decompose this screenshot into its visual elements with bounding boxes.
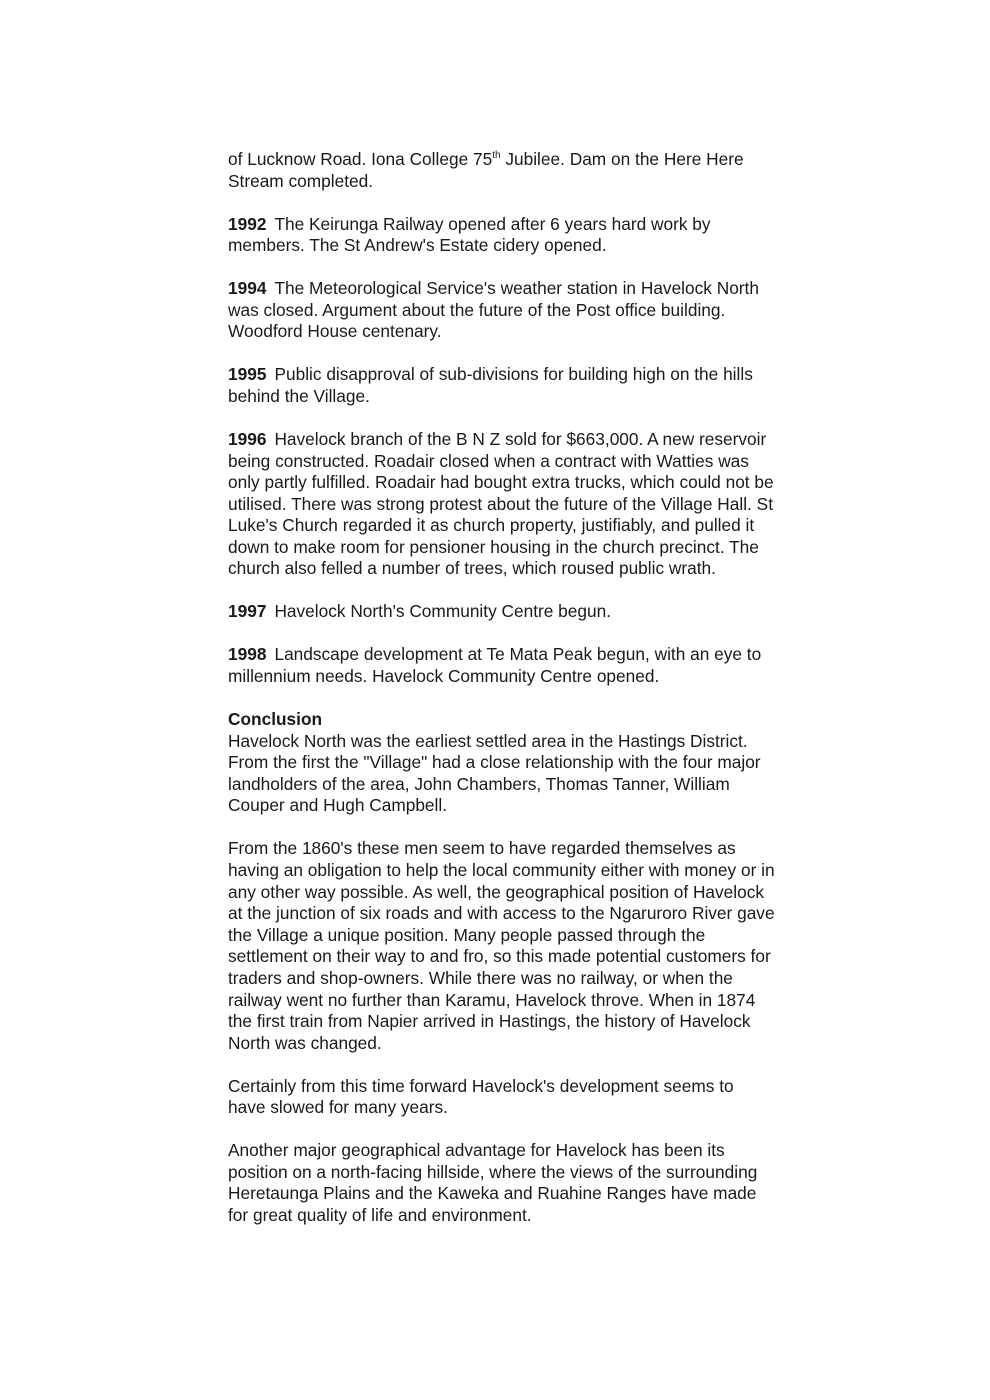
- entry-text: Havelock branch of the B N Z sold for $663,000. A new reservoir: [274, 428, 767, 449]
- entry-1997: [228, 601, 838, 623]
- ordinal-superscript: th: [492, 150, 501, 161]
- paragraph-line: Another major geographical advantage for Havelock has been its: [228, 1140, 725, 1161]
- paragraph-line: From the first the "Village" had a close relationship with the four major: [228, 752, 761, 773]
- entry-text: Public disapproval of sub-divisions for building high on the hills: [274, 364, 753, 385]
- entry-line: [228, 429, 838, 451]
- paragraph-line: Couper and Hugh Campbell.: [228, 795, 448, 816]
- entry-line: [228, 601, 838, 623]
- paragraph-line: position on a north-facing hillside, where the views of the surrounding: [228, 1161, 758, 1182]
- entry-year: 1992: [228, 213, 267, 234]
- entry-1996: [228, 429, 838, 580]
- entry-line: Woodford House centenary.: [228, 321, 442, 342]
- paragraph-line: any other way possible. As well, the geographical position of Havelock: [228, 881, 765, 902]
- entry-year: 1996: [228, 428, 267, 449]
- page-content: [228, 149, 838, 1248]
- entry-1992: [228, 214, 838, 257]
- entry-line: only partly fulfilled. Roadair had bought extra trucks, which could not be: [228, 472, 774, 493]
- intro-line-2: Stream completed.: [228, 170, 374, 191]
- paragraph-line: have slowed for many years.: [228, 1097, 448, 1118]
- paragraph-line: settlement on their way to and fro, so this made potential customers for: [228, 946, 771, 967]
- entry-line: millennium needs. Havelock Community Centre opened.: [228, 666, 660, 687]
- entry-line: [228, 364, 838, 386]
- entry-text: Havelock North's Community Centre begun.: [274, 601, 612, 622]
- entry-line: being constructed. Roadair closed when a contract with Watties was: [228, 450, 749, 471]
- entry-line: [228, 644, 838, 666]
- entry-year: 1995: [228, 364, 267, 385]
- paragraph-line: at the junction of six roads and with access to the Ngaruroro River gave: [228, 903, 775, 924]
- entry-line: members. The St Andrew's Estate cidery opened.: [228, 235, 607, 256]
- paragraph-line: the Village a unique position. Many people passed through the: [228, 924, 706, 945]
- entry-line: [228, 278, 838, 300]
- entry-year: 1997: [228, 601, 267, 622]
- paragraph-line: Havelock North was the earliest settled area in the Hastings District.: [228, 730, 748, 751]
- entry-line: utilised. There was strong protest about the future of the Village Hall. St: [228, 493, 773, 514]
- entry-line: was closed. Argument about the future of the Post office building.: [228, 299, 726, 320]
- paragraph-line: traders and shop-owners. While there was no railway, or when the: [228, 967, 733, 988]
- intro-line-1: [228, 149, 838, 171]
- intro-paragraph: [228, 149, 838, 192]
- paragraph-line: North was changed.: [228, 1032, 382, 1053]
- entry-line: Luke's Church regarded it as church property, justifiably, and pulled it: [228, 515, 755, 536]
- conclusion-paragraph-2: [228, 838, 838, 1054]
- intro-text-a: of Lucknow Road. Iona College 75: [228, 149, 493, 169]
- conclusion-heading: Conclusion: [228, 709, 323, 730]
- paragraph-line: railway went no further than Karamu, Havelock throve. When in 1874: [228, 989, 756, 1010]
- paragraph-line: for great quality of life and environment.: [228, 1205, 532, 1226]
- entry-1995: [228, 364, 838, 407]
- entry-line: down to make room for pensioner housing in the church precinct. The: [228, 536, 759, 557]
- entry-text: Landscape development at Te Mata Peak begun, with an eye to: [274, 644, 762, 665]
- entry-line: church also felled a number of trees, which roused public wrath.: [228, 558, 716, 579]
- entry-text: The Meteorological Service's weather station in Havelock North: [274, 278, 759, 299]
- entry-1994: [228, 278, 838, 343]
- conclusion-paragraph-1: [228, 731, 838, 817]
- paragraph-line: landholders of the area, John Chambers, Thomas Tanner, William: [228, 773, 730, 794]
- entry-1998: [228, 644, 838, 687]
- paragraph-line: Heretaunga Plains and the Kaweka and Ruahine Ranges have made: [228, 1183, 757, 1204]
- entry-year: 1994: [228, 278, 267, 299]
- entry-text: The Keirunga Railway opened after 6 years hard work by: [274, 213, 711, 234]
- conclusion-paragraph-3: [228, 1076, 838, 1119]
- entry-line: behind the Village.: [228, 385, 370, 406]
- entry-year: 1998: [228, 644, 267, 665]
- paragraph-line: having an obligation to help the local community either with money or in: [228, 859, 775, 880]
- paragraph-line: Certainly from this time forward Havelock's development seems to: [228, 1075, 734, 1096]
- intro-text-b: Jubilee. Dam on the Here Here: [500, 149, 744, 169]
- paragraph-line: the first train from Napier arrived in Hastings, the history of Havelock: [228, 1011, 751, 1032]
- entry-line: [228, 214, 838, 236]
- paragraph-line: From the 1860's these men seem to have regarded themselves as: [228, 838, 736, 859]
- conclusion-paragraph-4: [228, 1140, 838, 1226]
